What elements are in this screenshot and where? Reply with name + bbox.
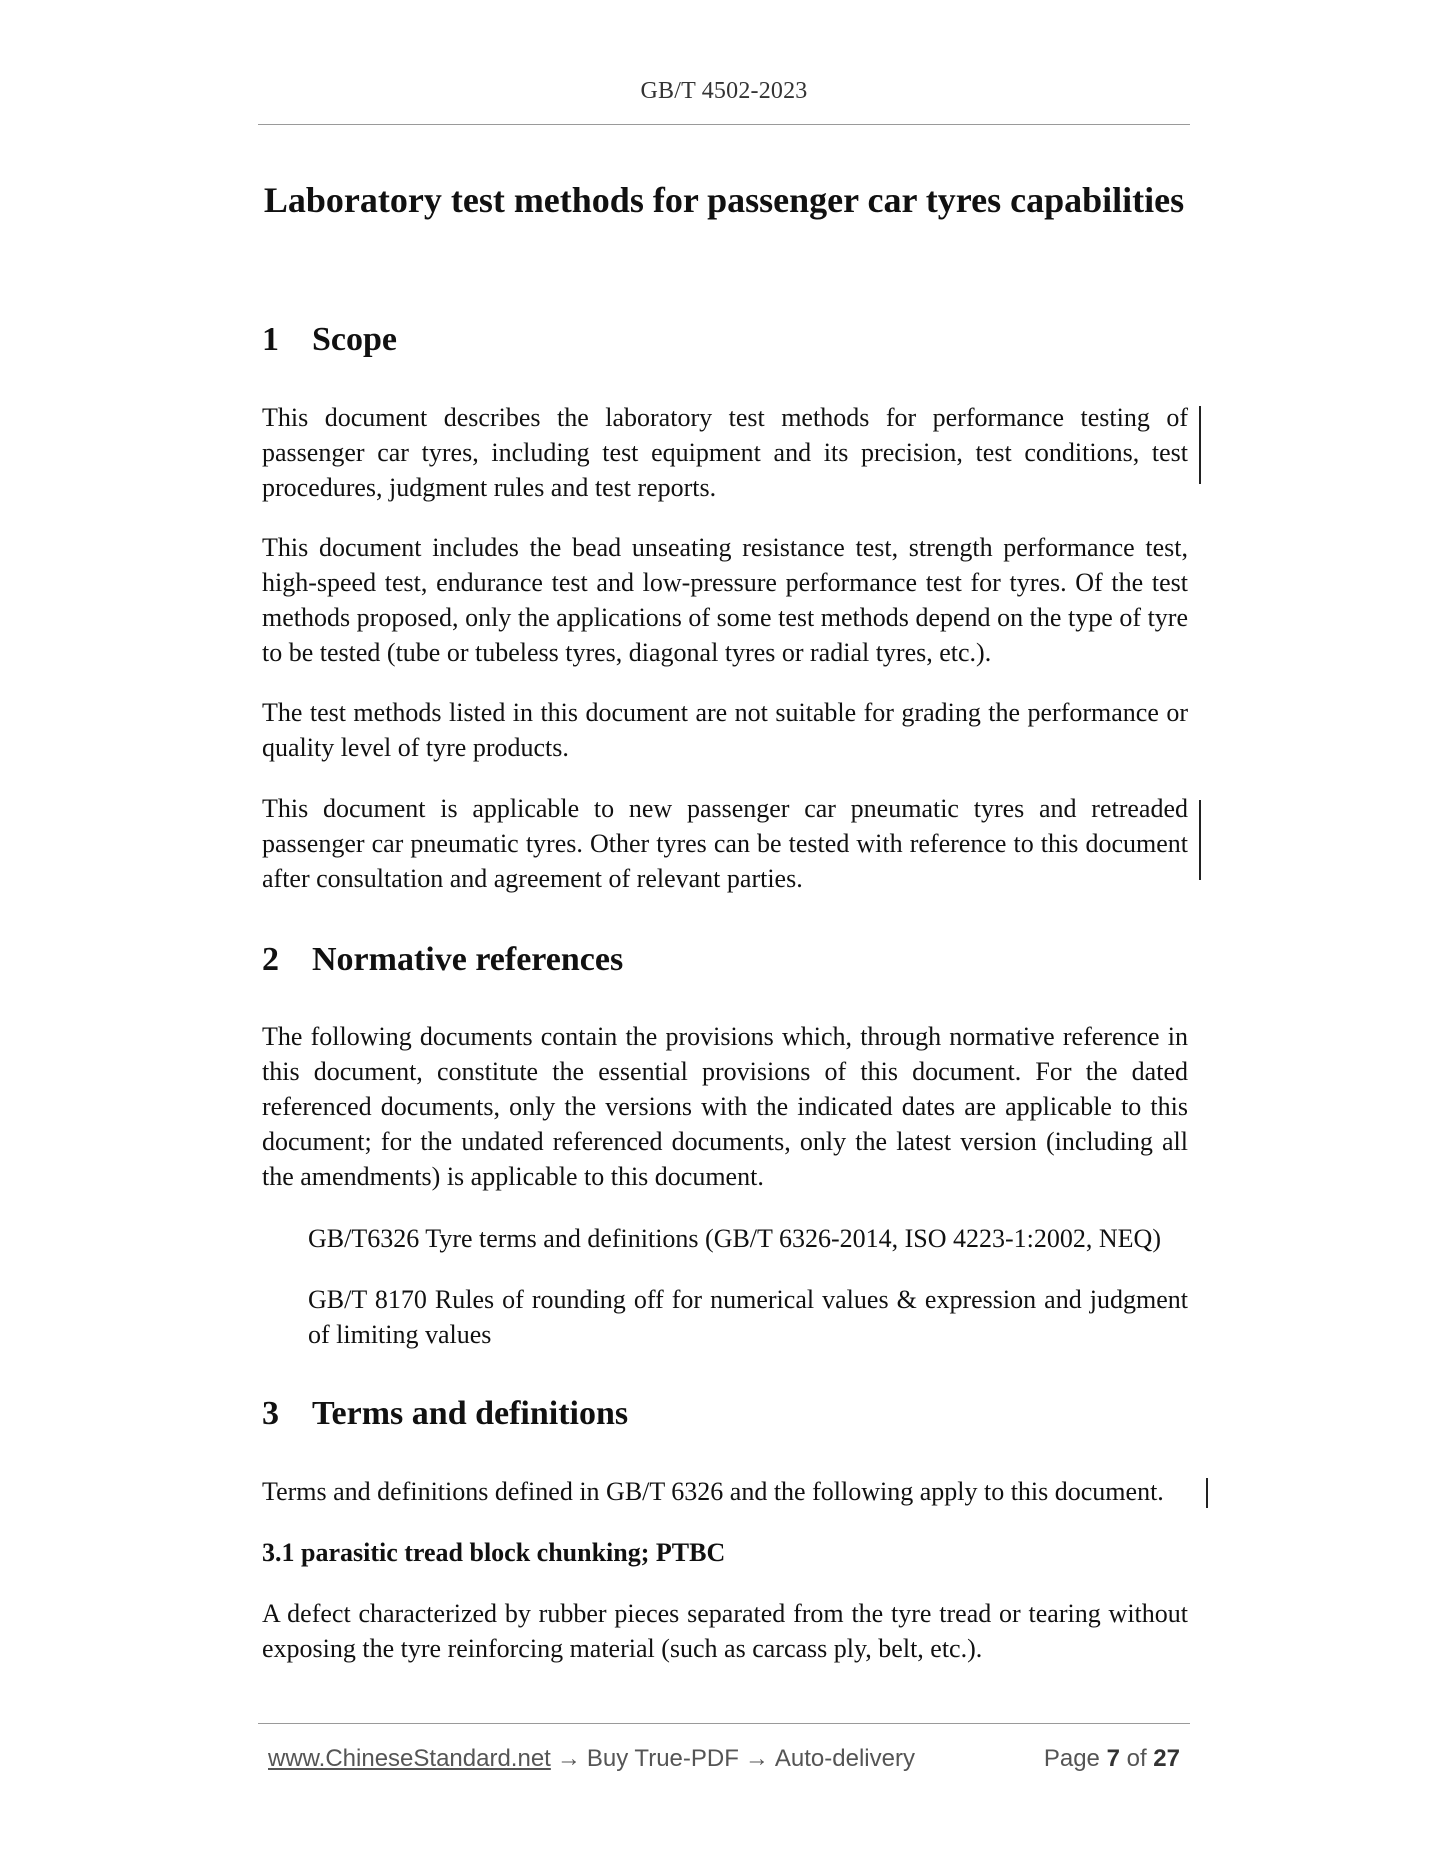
revision-bar	[1199, 406, 1201, 484]
header-divider	[258, 124, 1190, 125]
section-number: 3	[262, 1395, 279, 1432]
scope-paragraph-3: The test methods listed in this document are not suitable for grading the performance or quality level of tyre products.	[262, 698, 1188, 762]
terms-intro: Terms and definitions defined in GB/T 6326 and the following apply to this document.	[262, 1477, 1164, 1506]
section-title: Terms and definitions	[312, 1395, 629, 1432]
document-title: Laboratory test methods for passenger car tyres capabilities	[263, 180, 1185, 220]
scope-paragraph-2: This document includes the bead unseating resistance test, strength performance test, high-speed test, endurance test and low-pressure performance test for tyres. Of the test methods proposed, only the applications of some test methods depend on the type of tyre to be tested (tube or tubeless tyres, diagonal tyres or radial tyres, etc.).	[262, 533, 1188, 667]
section-heading-scope	[262, 320, 397, 360]
running-header: GB/T 4502-2023	[640, 78, 808, 104]
term-3-1-definition: A defect characterized by rubber pieces separated from the tyre tread or tearing without exposing the tyre reinforcing material (such as carcass ply, belt, etc.).	[262, 1599, 1188, 1663]
site-link[interactable]: www.ChineseStandard.net	[268, 1745, 551, 1772]
section-title: Normative references	[312, 941, 624, 978]
reference-item: GB/T 8170 Rules of rounding off for numerical values & expression and judgment of limiting values	[308, 1285, 1188, 1349]
scope-paragraph-1: This document describes the laboratory test methods for performance testing of passenger car tyres, including test equipment and its precision, test conditions, test procedures, judgment rules and test reports.	[262, 403, 1188, 502]
page-total: 27	[1153, 1745, 1180, 1772]
page-current: 7	[1106, 1745, 1120, 1772]
revision-bar	[1199, 800, 1201, 880]
section-heading-normative-references	[262, 940, 623, 980]
page-indicator	[1044, 1744, 1180, 1774]
section-number: 2	[262, 941, 279, 978]
revision-bar	[1206, 1478, 1208, 1508]
section-heading-terms	[262, 1394, 628, 1434]
buy-label: Buy True-PDF	[586, 1745, 739, 1772]
scope-paragraph-4: This document is applicable to new passenger car pneumatic tyres and retreaded passenger car pneumatic tyres. Other tyres can be tested with reference to this document after consultation and agreement of relevant parties.	[262, 794, 1188, 893]
footer-divider	[258, 1723, 1190, 1724]
normative-intro: The following documents contain the provisions which, through normative reference in this document, constitute the essential provisions of this document. For the dated referenced documents, only the versions with the indicated dates are applicable to this document; for the undated referenced documents, only the latest version (including all the amendments) is applicable to this document.	[262, 1022, 1188, 1191]
section-number: 1	[262, 321, 279, 358]
section-title: Scope	[312, 321, 397, 358]
arrow-right-icon: →	[744, 1745, 769, 1772]
term-3-1-heading: 3.1 parasitic tread block chunking; PTBC	[262, 1538, 726, 1567]
page-word: Page	[1043, 1745, 1100, 1772]
reference-item: GB/T6326 Tyre terms and definitions (GB/T 6326-2014, ISO 4223-1:2002, NEQ)	[308, 1224, 1161, 1253]
arrow-right-icon: →	[556, 1745, 581, 1772]
footer-promo	[268, 1744, 915, 1774]
of-word: of	[1126, 1745, 1147, 1772]
delivery-label: Auto-delivery	[774, 1745, 915, 1772]
